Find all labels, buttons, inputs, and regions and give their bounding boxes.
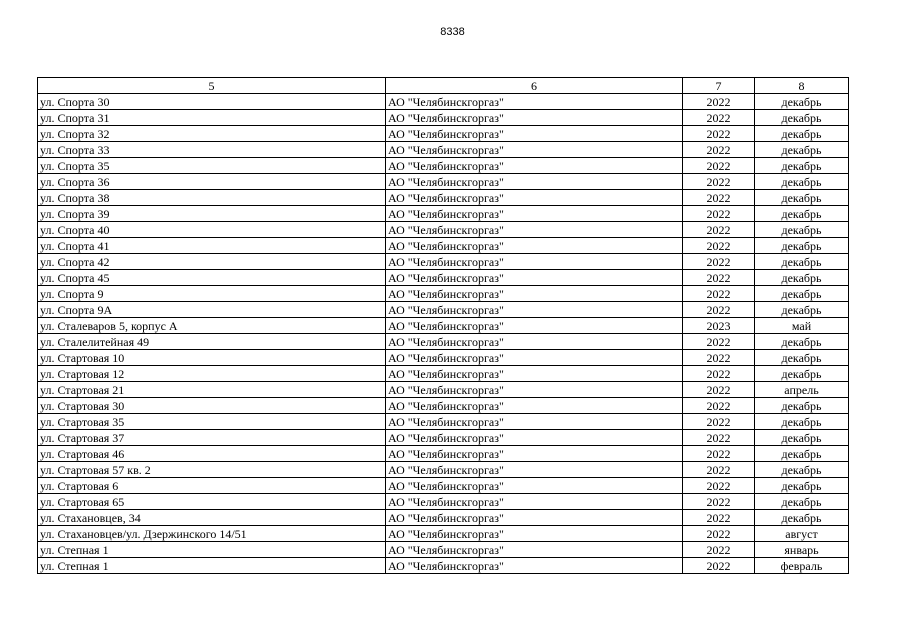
table-row xyxy=(38,558,849,574)
address-cell: ул. Стартовая 12 xyxy=(38,366,386,382)
year-cell: 2022 xyxy=(683,414,755,430)
table-row xyxy=(38,398,849,414)
table-row xyxy=(38,190,849,206)
organization-cell: АО "Челябинскгоргаз" xyxy=(386,222,683,238)
address-cell: ул. Спорта 32 xyxy=(38,126,386,142)
table-row xyxy=(38,286,849,302)
organization-cell: АО "Челябинскгоргаз" xyxy=(386,366,683,382)
year-cell: 2022 xyxy=(683,94,755,110)
year-cell: 2022 xyxy=(683,254,755,270)
month-cell: декабрь xyxy=(755,446,849,462)
address-cell: ул. Степная 1 xyxy=(38,542,386,558)
table-row xyxy=(38,142,849,158)
year-cell: 2022 xyxy=(683,462,755,478)
organization-cell: АО "Челябинскгоргаз" xyxy=(386,494,683,510)
month-cell: февраль xyxy=(755,558,849,574)
month-cell: декабрь xyxy=(755,462,849,478)
table-row xyxy=(38,462,849,478)
address-cell: ул. Спорта 33 xyxy=(38,142,386,158)
month-cell: декабрь xyxy=(755,206,849,222)
table-row xyxy=(38,126,849,142)
year-cell: 2022 xyxy=(683,270,755,286)
address-cell: ул. Стахановцев/ул. Дзержинского 14/51 xyxy=(38,526,386,542)
organization-cell: АО "Челябинскгоргаз" xyxy=(386,158,683,174)
month-cell: декабрь xyxy=(755,334,849,350)
column-header-6: 6 xyxy=(386,78,683,94)
table-row xyxy=(38,110,849,126)
year-cell: 2022 xyxy=(683,366,755,382)
month-cell: декабрь xyxy=(755,110,849,126)
address-cell: ул. Спорта 40 xyxy=(38,222,386,238)
year-cell: 2022 xyxy=(683,558,755,574)
year-cell: 2022 xyxy=(683,126,755,142)
year-cell: 2022 xyxy=(683,302,755,318)
year-cell: 2022 xyxy=(683,206,755,222)
month-cell: декабрь xyxy=(755,398,849,414)
month-cell: декабрь xyxy=(755,494,849,510)
month-cell: декабрь xyxy=(755,238,849,254)
table-row xyxy=(38,158,849,174)
year-cell: 2022 xyxy=(683,238,755,254)
year-cell: 2022 xyxy=(683,190,755,206)
year-cell: 2022 xyxy=(683,110,755,126)
address-cell: ул. Спорта 38 xyxy=(38,190,386,206)
organization-cell: АО "Челябинскгоргаз" xyxy=(386,510,683,526)
month-cell: январь xyxy=(755,542,849,558)
organization-cell: АО "Челябинскгоргаз" xyxy=(386,238,683,254)
year-cell: 2022 xyxy=(683,430,755,446)
organization-cell: АО "Челябинскгоргаз" xyxy=(386,462,683,478)
column-header-8: 8 xyxy=(755,78,849,94)
address-cell: ул. Стартовая 57 кв. 2 xyxy=(38,462,386,478)
address-cell: ул. Стартовая 35 xyxy=(38,414,386,430)
organization-cell: АО "Челябинскгоргаз" xyxy=(386,446,683,462)
month-cell: декабрь xyxy=(755,414,849,430)
table-row xyxy=(38,174,849,190)
year-cell: 2022 xyxy=(683,478,755,494)
address-cell: ул. Стартовая 37 xyxy=(38,430,386,446)
table-row xyxy=(38,222,849,238)
table-row xyxy=(38,334,849,350)
organization-cell: АО "Челябинскгоргаз" xyxy=(386,286,683,302)
month-cell: август xyxy=(755,526,849,542)
year-cell: 2022 xyxy=(683,446,755,462)
address-cell: ул. Стартовая 6 xyxy=(38,478,386,494)
year-cell: 2022 xyxy=(683,510,755,526)
month-cell: декабрь xyxy=(755,174,849,190)
month-cell: декабрь xyxy=(755,270,849,286)
organization-cell: АО "Челябинскгоргаз" xyxy=(386,190,683,206)
year-cell: 2022 xyxy=(683,382,755,398)
organization-cell: АО "Челябинскгоргаз" xyxy=(386,94,683,110)
address-cell: ул. Спорта 9А xyxy=(38,302,386,318)
address-cell: ул. Стахановцев, 34 xyxy=(38,510,386,526)
organization-cell: АО "Челябинскгоргаз" xyxy=(386,430,683,446)
organization-cell: АО "Челябинскгоргаз" xyxy=(386,542,683,558)
month-cell: декабрь xyxy=(755,126,849,142)
address-cell: ул. Спорта 45 xyxy=(38,270,386,286)
month-cell: декабрь xyxy=(755,190,849,206)
year-cell: 2022 xyxy=(683,542,755,558)
address-cell: ул. Сталелитейная 49 xyxy=(38,334,386,350)
address-cell: ул. Стартовая 65 xyxy=(38,494,386,510)
month-cell: апрель xyxy=(755,382,849,398)
month-cell: декабрь xyxy=(755,510,849,526)
table-row xyxy=(38,318,849,334)
year-cell: 2022 xyxy=(683,494,755,510)
year-cell: 2022 xyxy=(683,350,755,366)
organization-cell: АО "Челябинскгоргаз" xyxy=(386,174,683,190)
organization-cell: АО "Челябинскгоргаз" xyxy=(386,318,683,334)
table-body xyxy=(38,94,849,574)
month-cell: декабрь xyxy=(755,430,849,446)
year-cell: 2022 xyxy=(683,334,755,350)
year-cell: 2022 xyxy=(683,222,755,238)
year-cell: 2022 xyxy=(683,398,755,414)
month-cell: декабрь xyxy=(755,222,849,238)
address-cell: ул. Сталеваров 5, корпус А xyxy=(38,318,386,334)
organization-cell: АО "Челябинскгоргаз" xyxy=(386,126,683,142)
address-cell: ул. Стартовая 21 xyxy=(38,382,386,398)
organization-cell: АО "Челябинскгоргаз" xyxy=(386,350,683,366)
table-row xyxy=(38,254,849,270)
address-cell: ул. Спорта 35 xyxy=(38,158,386,174)
address-cell: ул. Спорта 31 xyxy=(38,110,386,126)
registry-table xyxy=(37,77,849,574)
organization-cell: АО "Челябинскгоргаз" xyxy=(386,110,683,126)
table-row xyxy=(38,446,849,462)
organization-cell: АО "Челябинскгоргаз" xyxy=(386,558,683,574)
year-cell: 2022 xyxy=(683,286,755,302)
organization-cell: АО "Челябинскгоргаз" xyxy=(386,526,683,542)
column-header-7: 7 xyxy=(683,78,755,94)
month-cell: декабрь xyxy=(755,366,849,382)
month-cell: декабрь xyxy=(755,142,849,158)
address-cell: ул. Стартовая 30 xyxy=(38,398,386,414)
table-row xyxy=(38,478,849,494)
address-cell: ул. Спорта 9 xyxy=(38,286,386,302)
year-cell: 2022 xyxy=(683,142,755,158)
organization-cell: АО "Челябинскгоргаз" xyxy=(386,206,683,222)
table-row xyxy=(38,206,849,222)
address-cell: ул. Спорта 42 xyxy=(38,254,386,270)
table-row xyxy=(38,382,849,398)
table-row xyxy=(38,430,849,446)
month-cell: май xyxy=(755,318,849,334)
year-cell: 2023 xyxy=(683,318,755,334)
month-cell: декабрь xyxy=(755,286,849,302)
organization-cell: АО "Челябинскгоргаз" xyxy=(386,382,683,398)
organization-cell: АО "Челябинскгоргаз" xyxy=(386,334,683,350)
table-row xyxy=(38,494,849,510)
table-row xyxy=(38,414,849,430)
table-row xyxy=(38,510,849,526)
address-cell: ул. Спорта 36 xyxy=(38,174,386,190)
organization-cell: АО "Челябинскгоргаз" xyxy=(386,478,683,494)
year-cell: 2022 xyxy=(683,526,755,542)
organization-cell: АО "Челябинскгоргаз" xyxy=(386,398,683,414)
address-cell: ул. Спорта 30 xyxy=(38,94,386,110)
address-cell: ул. Спорта 41 xyxy=(38,238,386,254)
month-cell: декабрь xyxy=(755,94,849,110)
table-row xyxy=(38,238,849,254)
month-cell: декабрь xyxy=(755,158,849,174)
table-row xyxy=(38,302,849,318)
organization-cell: АО "Челябинскгоргаз" xyxy=(386,302,683,318)
year-cell: 2022 xyxy=(683,174,755,190)
table-row xyxy=(38,350,849,366)
month-cell: декабрь xyxy=(755,350,849,366)
table-row xyxy=(38,542,849,558)
organization-cell: АО "Челябинскгоргаз" xyxy=(386,142,683,158)
organization-cell: АО "Челябинскгоргаз" xyxy=(386,254,683,270)
table-row xyxy=(38,94,849,110)
month-cell: декабрь xyxy=(755,478,849,494)
table-row xyxy=(38,270,849,286)
address-cell: ул. Стартовая 10 xyxy=(38,350,386,366)
table-row xyxy=(38,526,849,542)
column-number-row xyxy=(38,78,849,94)
page-number: 8338 xyxy=(440,26,465,38)
year-cell: 2022 xyxy=(683,158,755,174)
organization-cell: АО "Челябинскгоргаз" xyxy=(386,414,683,430)
column-header-5: 5 xyxy=(38,78,386,94)
address-cell: ул. Стартовая 46 xyxy=(38,446,386,462)
address-cell: ул. Степная 1 xyxy=(38,558,386,574)
organization-cell: АО "Челябинскгоргаз" xyxy=(386,270,683,286)
table-row xyxy=(38,366,849,382)
month-cell: декабрь xyxy=(755,254,849,270)
address-cell: ул. Спорта 39 xyxy=(38,206,386,222)
month-cell: декабрь xyxy=(755,302,849,318)
